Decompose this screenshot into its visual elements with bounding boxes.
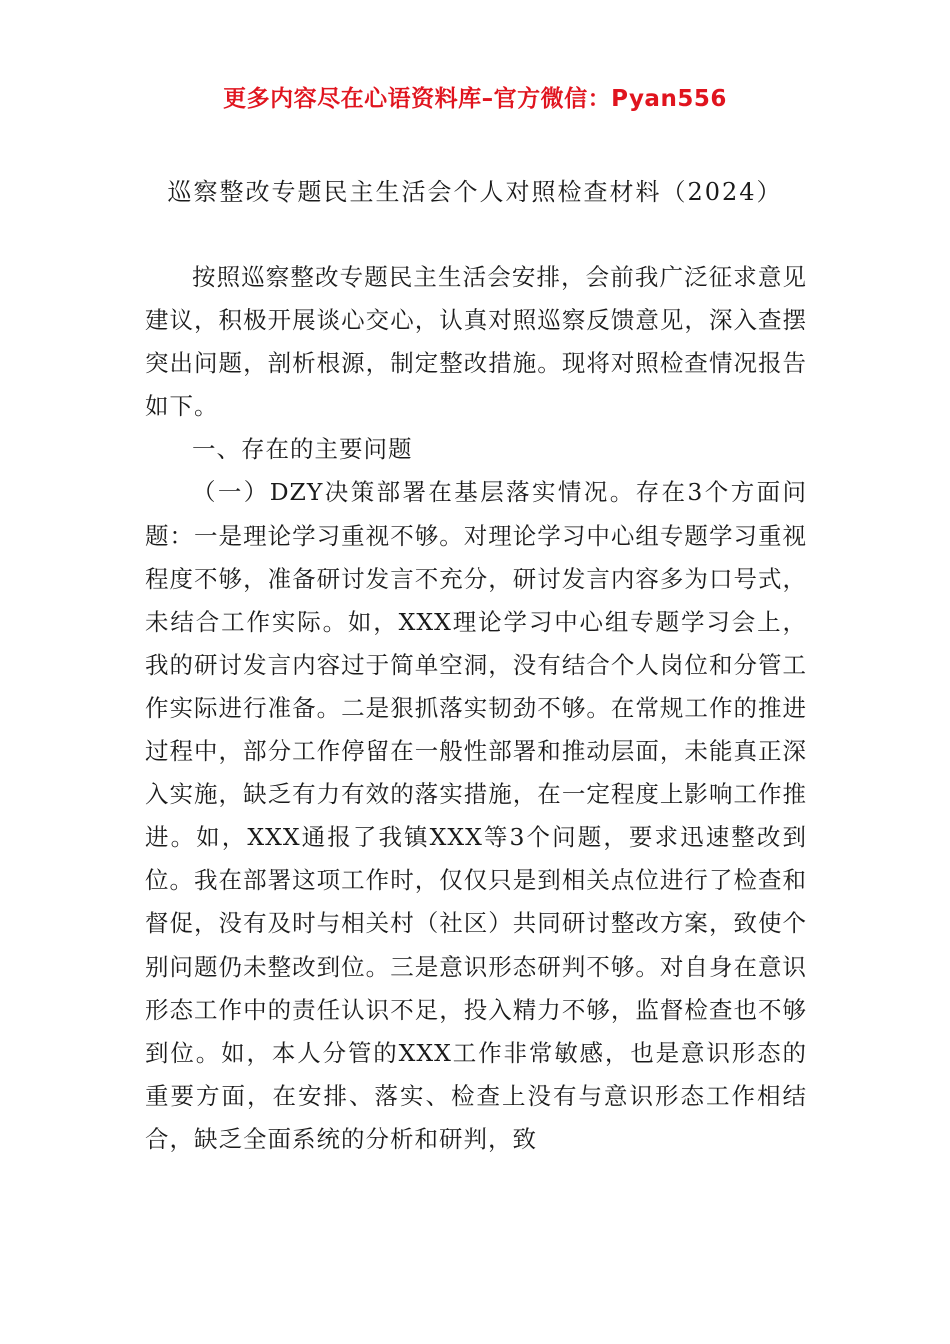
intro-paragraph: 按照巡察整改专题民主生活会安排，会前我广泛征求意见建议，积极开展谈心交心，认真对照巡察反馈意见，深入查摆突出问题，剖析根源，制定整改措施。现将对照检查情况报告如下。 bbox=[145, 263, 807, 421]
watermark-banner: 更多内容尽在心语资料库–官方微信：Pyan556 bbox=[223, 86, 727, 112]
document-title: 巡察整改专题民主生活会个人对照检查材料（2024） bbox=[167, 178, 783, 206]
document-body bbox=[145, 256, 807, 1161]
body-paragraph: （一）DZY决策部署在基层落实情况。存在3个方面问题：一是理论学习重视不够。对理论学习中心组专题学习重视程度不够，准备研讨发言不充分，研讨发言内容多为口号式，未结合工作实际。如，XXX理论学习中心组专题学习会上，我的研讨发言内容过于简单空洞，没有结合个人岗位和分管工作实际进行准备。二是狠抓落实韧劲不够。在常规工作的推进过程中，部分工作停留在一般性部署和推动层面，未能真正深入实施，缺乏有力有效的落实措施，在一定程度上影响工作推进。如，XXX通报了我镇XXX等3个问题，要求迅速整改到位。我在部署这项工作时，仅仅只是到相关点位进行了检查和督促，没有及时与相关村（社区）共同研讨整改方案，致使个别问题仍未整改到位。三是意识形态研判不够。对自身在意识形态工作中的责任认识不足，投入精力不够，监督检查也不够到位。如，本人分管的XXX工作非常敏感，也是意识形态的重要方面，在安排、落实、检查上没有与意识形态工作相结合，缺乏全面系统的分析和研判，致 bbox=[145, 478, 807, 1153]
section-heading: 一、存在的主要问题 bbox=[192, 435, 413, 464]
